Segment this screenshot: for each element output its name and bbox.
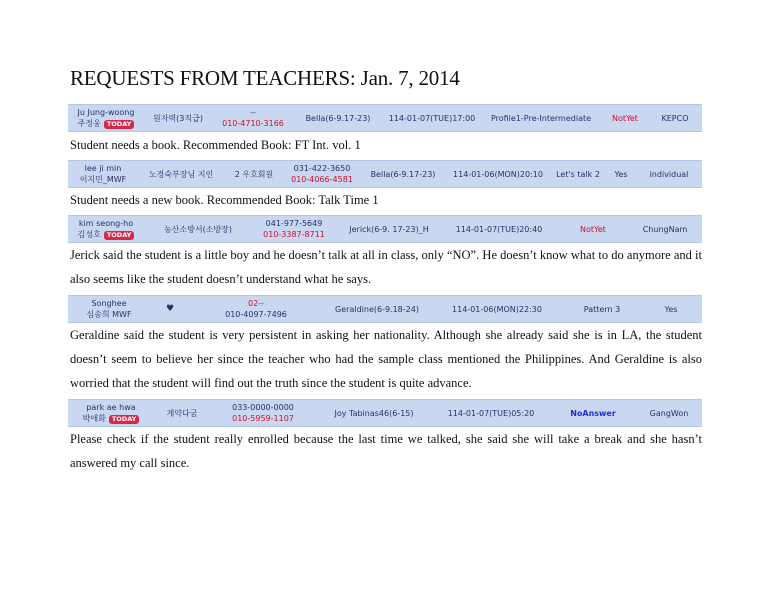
student-reference: 농산소방서(소방장): [163, 224, 233, 234]
student-name: kim seong-ho: [78, 219, 134, 228]
class-datetime: 114-01-07(TUE)05:20: [447, 408, 535, 418]
course-name: Pattern 3: [583, 304, 621, 314]
course-name: Let's talk 2: [556, 169, 600, 179]
class-datetime: 114-01-07(TUE)20:40: [455, 224, 543, 234]
phone-mobile: 010-4710-3166: [222, 119, 284, 128]
today-badge: TODAY: [104, 120, 134, 129]
student-name: Ju Jung-woong: [77, 108, 135, 117]
phone-home: 033-0000-0000: [232, 403, 294, 412]
course-name: Profile1-Pre-Intermediate: [490, 113, 592, 123]
heart-icon: ♥: [165, 303, 175, 314]
status-badge: NoAnswer: [570, 408, 616, 418]
today-badge: TODAY: [109, 415, 139, 424]
phone-mobile: 010-4066-4581: [291, 175, 353, 184]
student-reference: 원자력(3직급): [153, 113, 203, 123]
request-record: [68, 399, 702, 475]
student-name-cell: [68, 163, 138, 185]
status-badge: Yes: [664, 304, 678, 314]
student-info-bar: [68, 215, 702, 243]
phone-mobile: 010-3387-8711: [263, 230, 325, 239]
student-korean-name: 이지민_MWF: [79, 175, 127, 184]
student-name: Songhee: [91, 299, 127, 308]
phone-mobile: 010-5959-1107: [232, 414, 294, 423]
student-reference: 노경숙부장님 지인: [148, 169, 214, 179]
status-badge: NotYet: [580, 224, 606, 234]
student-reference: 계약다굼: [166, 408, 198, 418]
teacher-name: Jerick(6-9. 17-23)_H: [349, 224, 429, 234]
request-record: [68, 104, 702, 157]
company-name: ChungNam: [642, 224, 688, 234]
request-note: Student needs a book. Recommended Book: FT Int. vol. 1: [70, 138, 361, 152]
phone-cell: [252, 218, 336, 240]
request-record: [68, 160, 702, 212]
request-note: Jerick said the student is a little boy and he doesn’t talk at all in class, only “NO”. He doesn’t know what to do anymore and it also seems like the student doesn’t understand what he says.: [70, 248, 702, 286]
status-badge: Yes: [614, 169, 628, 179]
student-name-cell: [68, 402, 154, 424]
student-korean-name: 심송희 MWF: [86, 310, 132, 319]
class-datetime: 114-01-06(MON)22:30: [452, 304, 542, 314]
student-info-bar: [68, 104, 702, 132]
request-note: Student needs a new book. Recommended Book: Talk Time 1: [70, 193, 379, 207]
company-name: individual: [649, 169, 689, 179]
student-name-cell: [68, 218, 144, 240]
student-name: lee ji min: [84, 164, 122, 173]
student-name-cell: [68, 298, 150, 320]
request-record: [68, 295, 702, 395]
student-name: park ae hwa: [86, 403, 136, 412]
teacher-name: Bella(6-9.17-23): [305, 113, 371, 123]
request-record: [68, 215, 702, 291]
student-korean-name: 박애화: [82, 414, 106, 423]
student-korean-name: 주정웅: [77, 119, 101, 128]
class-datetime: 114-01-07(TUE)17:00: [388, 113, 476, 123]
student-korean-name: 김성호: [77, 230, 101, 239]
class-datetime: 114-01-06(MON)20:10: [453, 169, 543, 179]
phone-cell: [190, 298, 322, 320]
phone-home: 041-977-5649: [265, 219, 323, 228]
request-note: Please check if the student really enrolled because the last time we talked, she said she will take a break and she hasn’t answered my call since.: [70, 432, 702, 470]
phone-mobile: 010-4097-7496: [225, 310, 287, 319]
student-name-cell: [68, 107, 144, 129]
phone-cell: [210, 402, 316, 424]
student-info-bar: [68, 295, 702, 323]
request-note: Geraldine said the student is very persistent in asking her nationality. Although she already said she is in LA, the student doesn’t seem to believe her since the teacher who had the sample class mentioned the Philippines. And Geraldine is also worried that the student will find out the truth since the student is quite advance.: [70, 328, 702, 390]
page-title: REQUESTS FROM TEACHERS: Jan. 7, 2014: [70, 66, 460, 90]
status-badge: NotYet: [612, 113, 638, 123]
student-info-bar: [68, 399, 702, 427]
phone-home: 031-422-3650: [293, 164, 351, 173]
teacher-name: Geraldine(6-9.18-24): [335, 304, 419, 314]
student-info-bar: [68, 160, 702, 188]
company-name: GangWon: [649, 408, 689, 418]
teacher-name: Joy Tabinas46(6-15): [334, 408, 414, 418]
phone-home: --: [250, 108, 256, 117]
teacher-name: Bella(6-9.17-23): [370, 169, 436, 179]
member-type: 2 우호회원: [234, 169, 274, 179]
company-name: KEPCO: [661, 113, 689, 123]
phone-home: 02--: [248, 299, 264, 308]
today-badge: TODAY: [104, 231, 134, 240]
phone-cell: [284, 163, 360, 185]
phone-cell: [212, 107, 294, 129]
